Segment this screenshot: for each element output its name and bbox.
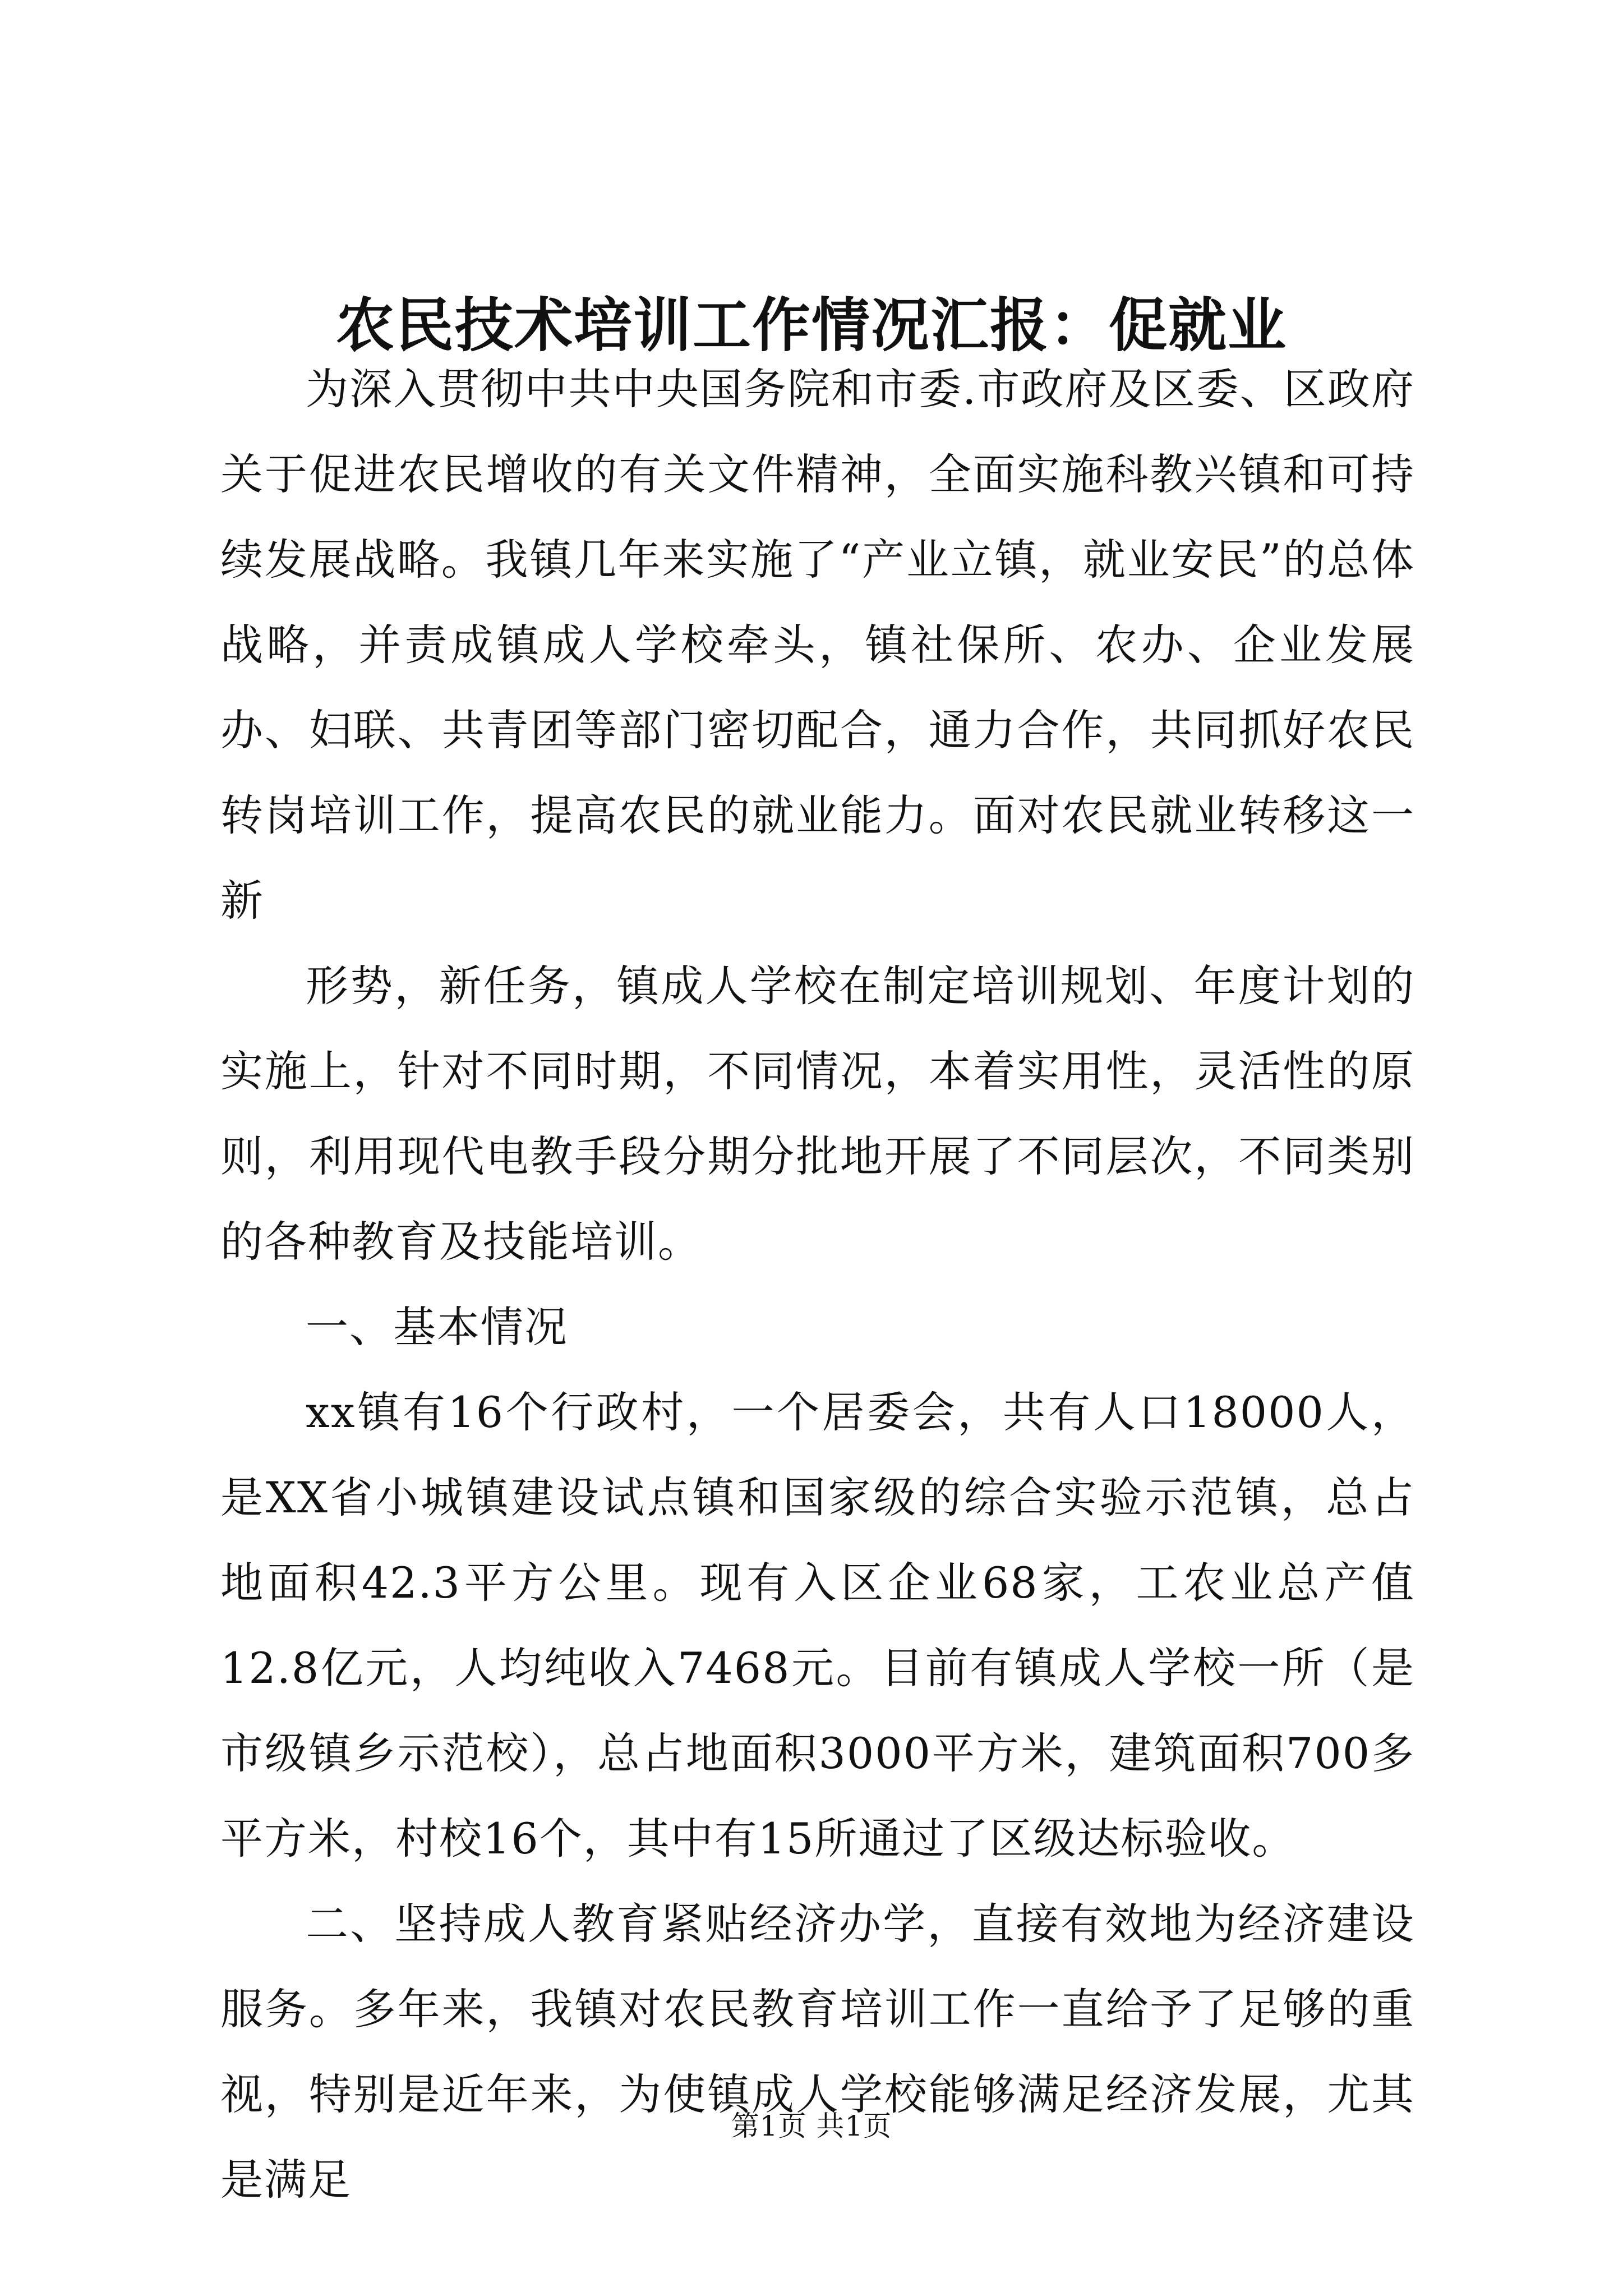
paragraph-situation: 形势，新任务，镇成人学校在制定培训规划、年度计划的实施上，针对不同时期，不同情况，本着实用性，灵活性的原则，利用现代电教手段分期分批地开展了不同层次，不同类别的各种教育及技能培训。	[220, 961, 1415, 1267]
document-body	[220, 347, 1415, 2223]
paragraph-basic-info: xx镇有16个行政村，一个居委会，共有人口18000人，是XX省小城镇建设试点镇和国家级的综合实验示范镇，总占地面积42.3平方公里。现有入区企业68家，工农业总产值12.8亿元，人均纯收入7468元。目前有镇成人学校一所（是市级镇乡示范校），总占地面积3000平方米，建筑面积700多平方米，村校16个，其中有15所通过了区级达标验收。	[220, 1387, 1415, 1864]
section-heading-economy: 二、坚持成人教育紧贴经济办学，直接有效地为经济建设服务。多年来，我镇对农民教育培训工作一直给予了足够的重视，特别是近年来，为使镇成人学校能够满足经济发展，尤其是满足	[220, 1899, 1415, 2205]
paragraph-intro: 为深入贯彻中共中央国务院和市委.市政府及区委、区政府关于促进农民增收的有关文件精神，全面实施科教兴镇和可持续发展战略。我镇几年来实施了“产业立镇，就业安民”的总体战略，并责成镇成人学校牵头，镇社保所、农办、企业发展办、妇联、共青团等部门密切配合，通力合作，共同抓好农民转岗培训工作，提高农民的就业能力。面对农民就业转移这一新	[220, 364, 1415, 926]
section-heading-basic: 一、基本情况	[306, 1302, 568, 1352]
page-footer: 第1页 共1页	[731, 2110, 892, 2142]
document-title: 农民技术培训工作情况汇报：促就业	[335, 291, 1287, 360]
